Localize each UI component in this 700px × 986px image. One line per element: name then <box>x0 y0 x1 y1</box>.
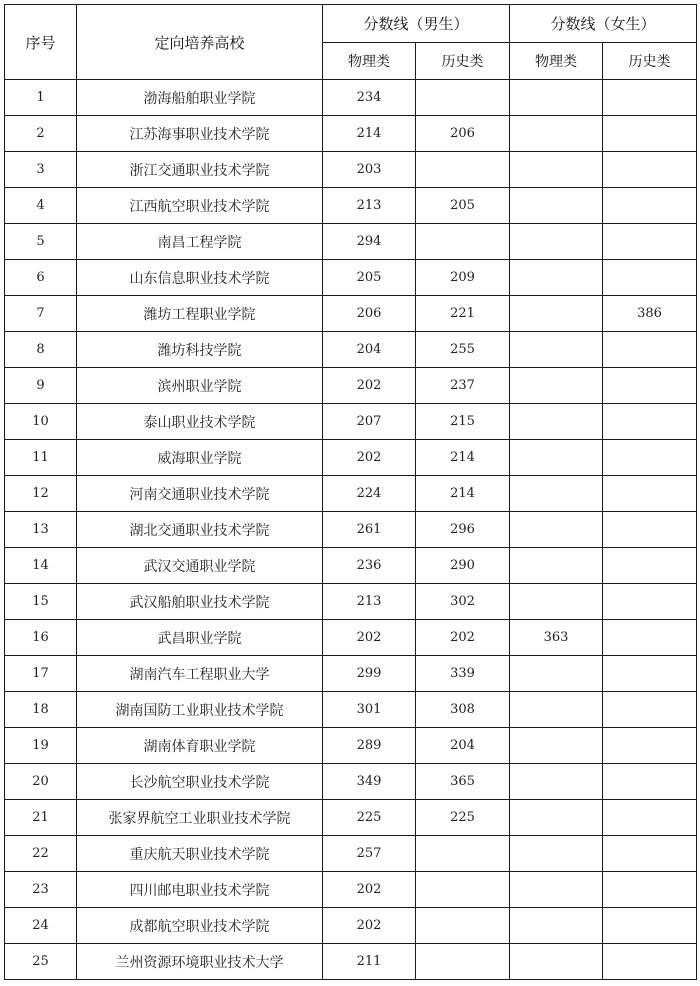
table-header <box>5 5 697 80</box>
cell-male-physics: 202 <box>323 872 416 908</box>
header-male-history: 历史类 <box>416 43 510 80</box>
cell-male-history: 214 <box>416 476 510 512</box>
cell-school: 成都航空职业技术学院 <box>77 908 323 944</box>
cell-female-history <box>603 404 697 440</box>
cell-female-history <box>603 224 697 260</box>
cell-school: 山东信息职业技术学院 <box>77 260 323 296</box>
table-row <box>5 260 697 296</box>
cell-school: 武汉交通职业学院 <box>77 548 323 584</box>
cell-school: 武昌职业学院 <box>77 620 323 656</box>
cell-no: 2 <box>5 116 77 152</box>
cell-male-physics: 211 <box>323 944 416 980</box>
cell-no: 17 <box>5 656 77 692</box>
cell-no: 13 <box>5 512 77 548</box>
cell-male-history: 302 <box>416 584 510 620</box>
cell-no: 5 <box>5 224 77 260</box>
table-body <box>5 80 697 980</box>
cell-male-physics: 213 <box>323 584 416 620</box>
cell-female-history <box>603 584 697 620</box>
table-row <box>5 224 697 260</box>
cell-school: 潍坊科技学院 <box>77 332 323 368</box>
cell-male-physics: 205 <box>323 260 416 296</box>
cell-male-history: 221 <box>416 296 510 332</box>
cell-female-history <box>603 152 697 188</box>
table-row <box>5 764 697 800</box>
cell-female-physics <box>510 548 603 584</box>
cell-female-history <box>603 620 697 656</box>
cell-no: 3 <box>5 152 77 188</box>
table-row <box>5 908 697 944</box>
cell-female-history: 386 <box>603 296 697 332</box>
cell-male-history <box>416 872 510 908</box>
cell-female-history <box>603 512 697 548</box>
cell-school: 长沙航空职业技术学院 <box>77 764 323 800</box>
cell-no: 4 <box>5 188 77 224</box>
cell-female-history <box>603 944 697 980</box>
header-male-physics: 物理类 <box>323 43 416 80</box>
cell-school: 浙江交通职业技术学院 <box>77 152 323 188</box>
cell-male-physics: 234 <box>323 80 416 116</box>
cell-male-history: 365 <box>416 764 510 800</box>
cell-male-history: 237 <box>416 368 510 404</box>
cell-female-physics <box>510 584 603 620</box>
table-row <box>5 152 697 188</box>
table-row <box>5 512 697 548</box>
header-school: 定向培养高校 <box>77 5 323 80</box>
table-row <box>5 620 697 656</box>
cell-male-history <box>416 224 510 260</box>
cell-school: 威海职业学院 <box>77 440 323 476</box>
cell-male-physics: 202 <box>323 440 416 476</box>
cell-no: 22 <box>5 836 77 872</box>
cell-female-physics <box>510 368 603 404</box>
table-row <box>5 332 697 368</box>
cell-school: 张家界航空工业职业技术学院 <box>77 800 323 836</box>
cell-school: 武汉船舶职业技术学院 <box>77 584 323 620</box>
cell-female-physics <box>510 440 603 476</box>
cell-female-physics <box>510 764 603 800</box>
cell-male-physics: 207 <box>323 404 416 440</box>
cell-female-physics <box>510 836 603 872</box>
cell-school: 重庆航天职业技术学院 <box>77 836 323 872</box>
cell-school: 湖南国防工业职业技术学院 <box>77 692 323 728</box>
cell-female-history <box>603 548 697 584</box>
cell-no: 18 <box>5 692 77 728</box>
table-row <box>5 296 697 332</box>
cell-male-physics: 202 <box>323 620 416 656</box>
cell-female-history <box>603 728 697 764</box>
cell-male-physics: 206 <box>323 296 416 332</box>
table-row <box>5 80 697 116</box>
table-row <box>5 656 697 692</box>
cell-school: 潍坊工程职业学院 <box>77 296 323 332</box>
cell-male-physics: 257 <box>323 836 416 872</box>
cell-female-history <box>603 872 697 908</box>
table-row <box>5 188 697 224</box>
cell-female-history <box>603 188 697 224</box>
header-female-physics: 物理类 <box>510 43 603 80</box>
cell-female-physics <box>510 728 603 764</box>
table-row <box>5 800 697 836</box>
cell-female-physics <box>510 188 603 224</box>
cell-male-physics: 236 <box>323 548 416 584</box>
cell-no: 20 <box>5 764 77 800</box>
cell-female-history <box>603 476 697 512</box>
cell-male-history <box>416 944 510 980</box>
cell-female-physics <box>510 260 603 296</box>
table-row <box>5 692 697 728</box>
cell-male-history <box>416 80 510 116</box>
cell-no: 23 <box>5 872 77 908</box>
table-row <box>5 944 697 980</box>
cell-male-physics: 224 <box>323 476 416 512</box>
cell-male-history: 205 <box>416 188 510 224</box>
cell-male-history: 255 <box>416 332 510 368</box>
cell-no: 1 <box>5 80 77 116</box>
cell-female-physics <box>510 908 603 944</box>
cell-no: 9 <box>5 368 77 404</box>
cell-female-history <box>603 80 697 116</box>
cell-female-physics: 363 <box>510 620 603 656</box>
cell-female-history <box>603 368 697 404</box>
cell-female-physics <box>510 656 603 692</box>
header-male-group: 分数线（男生） <box>323 5 510 43</box>
cell-female-physics <box>510 332 603 368</box>
cell-no: 10 <box>5 404 77 440</box>
cell-school: 江西航空职业技术学院 <box>77 188 323 224</box>
cell-male-history: 290 <box>416 548 510 584</box>
cell-male-history <box>416 152 510 188</box>
cell-school: 兰州资源环境职业技术大学 <box>77 944 323 980</box>
cell-school: 湖南汽车工程职业大学 <box>77 656 323 692</box>
header-female-group: 分数线（女生） <box>510 5 697 43</box>
cell-female-history <box>603 332 697 368</box>
cell-female-physics <box>510 224 603 260</box>
table-row <box>5 404 697 440</box>
cell-male-physics: 214 <box>323 116 416 152</box>
cell-female-physics <box>510 80 603 116</box>
cell-male-physics: 202 <box>323 368 416 404</box>
cell-male-physics: 204 <box>323 332 416 368</box>
cell-male-history: 204 <box>416 728 510 764</box>
cell-school: 南昌工程学院 <box>77 224 323 260</box>
cell-female-history <box>603 692 697 728</box>
cell-male-physics: 203 <box>323 152 416 188</box>
cell-male-history: 225 <box>416 800 510 836</box>
cell-female-history <box>603 260 697 296</box>
cell-male-history: 206 <box>416 116 510 152</box>
cell-school: 江苏海事职业技术学院 <box>77 116 323 152</box>
cell-no: 7 <box>5 296 77 332</box>
table-row <box>5 440 697 476</box>
cell-school: 湖南体育职业学院 <box>77 728 323 764</box>
cell-school: 泰山职业技术学院 <box>77 404 323 440</box>
cell-male-history: 209 <box>416 260 510 296</box>
cell-female-physics <box>510 476 603 512</box>
cell-male-history: 215 <box>416 404 510 440</box>
cell-female-physics <box>510 404 603 440</box>
cell-male-history: 339 <box>416 656 510 692</box>
cell-no: 11 <box>5 440 77 476</box>
header-row-top <box>5 5 697 43</box>
table-row <box>5 368 697 404</box>
table-row <box>5 872 697 908</box>
cell-no: 21 <box>5 800 77 836</box>
cell-no: 6 <box>5 260 77 296</box>
cell-school: 渤海船舶职业学院 <box>77 80 323 116</box>
cell-male-physics: 213 <box>323 188 416 224</box>
cell-male-history: 214 <box>416 440 510 476</box>
cell-no: 24 <box>5 908 77 944</box>
cell-male-physics: 299 <box>323 656 416 692</box>
cell-male-physics: 225 <box>323 800 416 836</box>
cell-male-history <box>416 908 510 944</box>
cell-female-history <box>603 800 697 836</box>
cell-female-physics <box>510 512 603 548</box>
table-row <box>5 476 697 512</box>
cell-no: 12 <box>5 476 77 512</box>
cell-female-physics <box>510 692 603 728</box>
header-no: 序号 <box>5 5 77 80</box>
cell-school: 四川邮电职业技术学院 <box>77 872 323 908</box>
cell-female-physics <box>510 872 603 908</box>
table-row <box>5 728 697 764</box>
cell-female-physics <box>510 944 603 980</box>
cell-male-physics: 202 <box>323 908 416 944</box>
cell-male-physics: 289 <box>323 728 416 764</box>
table-row <box>5 836 697 872</box>
table-row <box>5 584 697 620</box>
score-table <box>4 4 697 980</box>
cell-male-history: 202 <box>416 620 510 656</box>
cell-female-physics <box>510 152 603 188</box>
cell-male-physics: 349 <box>323 764 416 800</box>
cell-no: 15 <box>5 584 77 620</box>
cell-school: 湖北交通职业技术学院 <box>77 512 323 548</box>
cell-female-physics <box>510 800 603 836</box>
cell-school: 滨州职业学院 <box>77 368 323 404</box>
cell-male-physics: 301 <box>323 692 416 728</box>
cell-no: 14 <box>5 548 77 584</box>
cell-female-physics <box>510 116 603 152</box>
cell-female-history <box>603 836 697 872</box>
cell-school: 河南交通职业技术学院 <box>77 476 323 512</box>
cell-male-history: 308 <box>416 692 510 728</box>
cell-female-history <box>603 656 697 692</box>
table-row <box>5 116 697 152</box>
cell-male-physics: 294 <box>323 224 416 260</box>
cell-no: 25 <box>5 944 77 980</box>
cell-male-history <box>416 836 510 872</box>
header-female-history: 历史类 <box>603 43 697 80</box>
cell-female-history <box>603 116 697 152</box>
cell-no: 16 <box>5 620 77 656</box>
cell-no: 8 <box>5 332 77 368</box>
cell-female-history <box>603 440 697 476</box>
cell-female-physics <box>510 296 603 332</box>
cell-female-history <box>603 908 697 944</box>
table-row <box>5 548 697 584</box>
cell-male-history: 296 <box>416 512 510 548</box>
cell-no: 19 <box>5 728 77 764</box>
cell-female-history <box>603 764 697 800</box>
cell-male-physics: 261 <box>323 512 416 548</box>
